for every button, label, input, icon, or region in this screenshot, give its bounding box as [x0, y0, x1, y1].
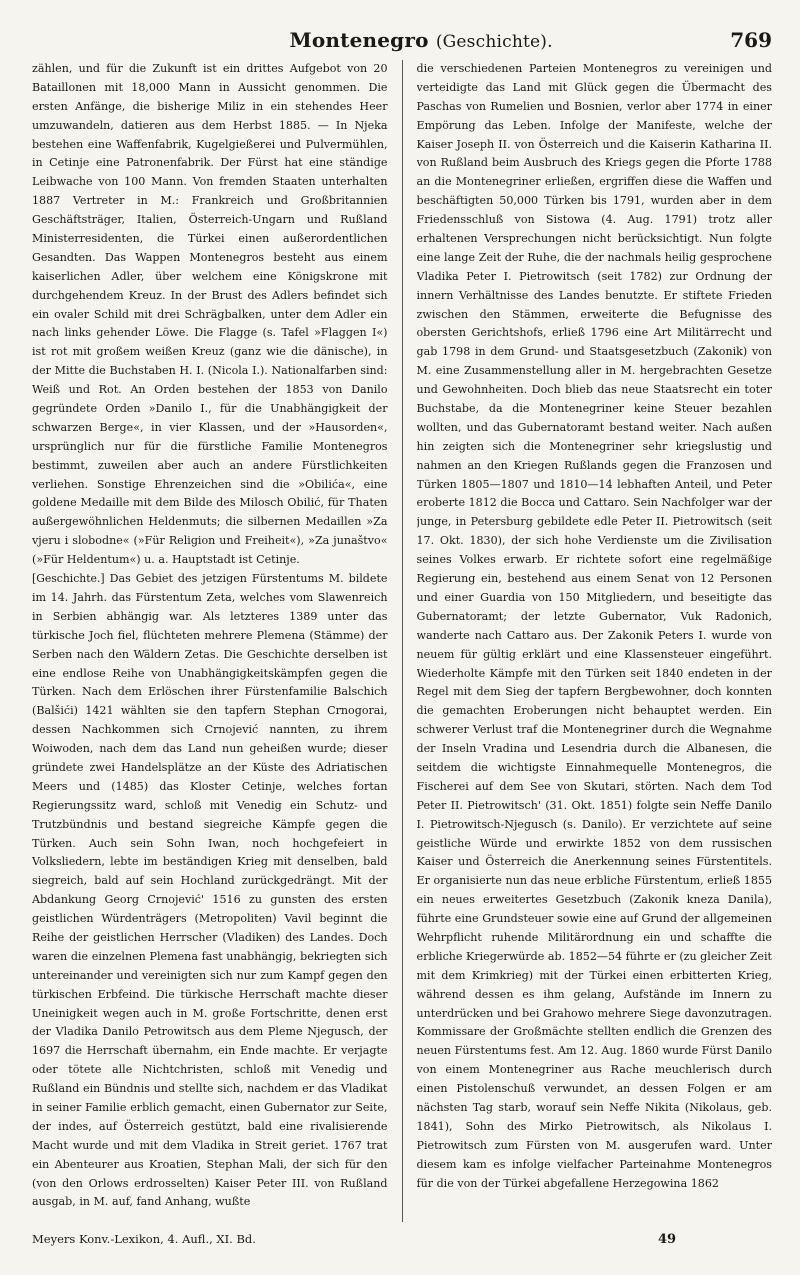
paragraph-history-text: Das Gebiet des jetzigen Fürstentums M. bildete im 14. Jahrh. das Fürstentum Zeta, welches vom Slawenreich in Serbien abhängig war. Als letzteres 1389 unter das türkische Joch fiel, flüchteten mehrere Plemena (Stämme) der Serben nach den Wäldern Zetas. Die Geschichte derselben ist eine endlose Reihe von Unabhängigkeitskämpfen gegen die Türken. Nach dem Erlöschen ihrer Fürstenfamilie Balschich (Balšići) 1421 wählten sie den tapfern Stephan Crnogorai, dessen Nachkommen sich Crnojević nannten, zu ihrem Woiwoden, nach dem das Land nun geheißen wurde; dieser gründete zwei Handelsplätze an der Küste des Adriatischen Meers und (1485) das Kloster Cetinje, welches fortan Regierungssitz ward, schloß mit Venedig ein Schutz- und Trutzbündnis und bestand siegreiche Kämpfe gegen die Türken. Auch sein Sohn Iwan, noch hochgefeiert in Volksliedern, lebte im beständigen Krieg mit denselben, bald siegreich, bald auf sein Hochland zurückgedrängt. Mit der Abdankung Georg Crnojević' 1516 zu gunsten des ersten geistlichen Würdenträgers (Metropoliten) Vavil beginnt die Reihe der geistlichen Herrscher (Vladiken) des Landes. Doch waren die einzelnen Plemena fast unabhängig, bekriegten sich untereinander und vereinigten sich nur zum Kampf gegen den türkischen Erbfeind. Die türkische Herrschaft machte dieser Uneinigkeit wegen auch in M. große Fortschritte, denen erst der Vladika Danilo Petrowitsch aus dem Pleme Njegusch, der 1697 die Herrschaft übernahm, ein Ende machte. Er verjagte oder tötete alle Nichtchristen, schloß mit Venedig und Rußland ein Bündnis und stellte sich, nachdem er das Vladikat in seiner Familie erblich gemacht, einen Gubernator zur Seite, der indes, auf Österreich gestützt, bald eine rivalisierende Macht wurde und mit dem Vladika in Streit geriet. 1767 trat ein Abenteurer aus Kroatien, Stephan Mali, der sich für den (von den Orlows erdrosselten) Kaiser Peter III. von Rußland ausgab, in M. auf, fand Anhang, wußte — [32, 572, 388, 1209]
page-footer — [32, 1232, 772, 1256]
running-title — [290, 28, 553, 52]
right-column — [417, 60, 773, 1222]
page-number: 769 — [730, 28, 772, 52]
column-divider — [402, 60, 403, 1222]
left-column — [32, 60, 388, 1222]
section-tag: [Geschichte.] — [32, 572, 105, 586]
running-title-main: Montenegro — [289, 28, 429, 52]
text-columns — [32, 60, 772, 1222]
paragraph-history-continued: die verschiedenen Parteien Montenegros zu vereinigen und verteidigte das Land mit Glück gegen die Übermacht des Paschas von Rumelien und Bosnien, verlor aber 1774 in einer Empörung das Leben. Infolge der Manifeste, welche der Kaiser Joseph II. von Österreich und die Kaiserin Katharina II. von Rußland beim Ausbruch des Kriegs gegen die Pforte 1788 an die Montenegriner erließen, ergriffen diese die Waffen und beschäftigten 50,000 Türken bis 1791, wurden aber in dem Friedensschluß von Sistowa (4. Aug. 1791) trotz aller erhaltenen Versprechungen nicht berücksichtigt. Nun folgte eine lange Zeit der Ruhe, die der nachmals heilig gesprochene Vladika Peter I. Pietrowitsch (seit 1782) zur Ordnung der innern Verhältnisse des Landes benutzte. Er stiftete Frieden zwischen den Stämmen, erweiterte die Befugnisse des obersten Gerichtshofs, erließ 1796 eine Art Militärrecht und gab 1798 in dem Grund- und Staatsgesetzbuch (Zakonik) von M. eine Zusammenstellung aller in M. hergebrachten Gesetze und Gewohnheiten. Doch blieb das neue Staatsrecht ein toter Buchstabe, da die Montenegriner keine Steuer bezahlen wollten, und das Gubernatoramt bestand weiter. Nach außen hin zeigten sich die Montenegriner sehr kriegslustig und nahmen an den Kriegen Rußlands gegen die Franzosen und Türken 1805—1807 und 1810—14 lebhaften Anteil, und Peter eroberte 1812 die Bocca und Cattaro. Sein Nachfolger war der junge, in Petersburg gebildete edle Peter II. Pietrowitsch (seit 17. Okt. 1830), der sich hohe Verdienste um die Zivilisation seines Volkes erwarb. Er richtete sofort eine regelmäßige Regierung ein, bestehend aus einem Senat von 12 Personen und einer Guardia von 150 Mitgliedern, und beseitigte das Gubernatoramt; der letzte Gubernator, Vuk Radonich, wanderte nach Cattaro aus. Der Zakonik Peters I. wurde von neuem für gültig erklärt und eine Klassensteuer eingeführt. Wiederholte Kämpfe mit den Türken seit 1840 endeten in der Regel mit dem Sieg der tapfern Bergbewohner, doch konnten die gemachten Eroberungen nicht behauptet werden. Ein schwerer Verlust traf die Montenegriner durch die Wegnahme der Inseln Vradina und Lesendria durch die Albanesen, die seitdem die wichtigste Einnahmequelle Montenegros, die Fischerei auf dem See von Skutari, störten. Nach dem Tod Peter II. Pietrowitsch' (31. Okt. 1851) folgte sein Neffe Danilo I. Pietrowitsch-Njegusch (s. Danilo). Er verzichtete auf seine geistliche Würde und erwirkte 1852 von dem russischen Kaiser und Österreich die Anerkennung seines Fürstentitels. Er organisierte nun das neue erbliche Fürstentum, erließ 1855 ein neues erweitertes Gesetzbuch (Zakonik kneza Danila), führte eine Grundsteuer sowie eine auf Grund der allgemeinen Wehrpflicht ruhende Militärordnung ein und schaffte die erbliche Kriegerwürde ab. 1852—54 führte er (zu gleicher Zeit mit dem Krimkrieg) mit der Türkei einen erbitterten Krieg, während dessen es ihm gelang, Aufstände im Innern zu unterdrücken und bei Grahowo mehrere Siege davonzutragen. Kommissare der Großmächte stellten endlich die Grenzen des neuen Fürstentums fest. Am 12. Aug. 1860 wurde Fürst Danilo von einem Montenegriner aus Rache meuchlerisch durch einen Pistolenschuß verwundet, an dessen Folgen er am nächsten Tag starb, worauf sein Neffe Nikita (Nikolaus, geb. 1841), Sohn des Mirko Pietrowitsch, als Nikolaus I. Pietrowitsch zum Fürsten von M. ausgerufen ward. Unter diesem kam es infolge vielfacher Parteinahme Montenegros für die von der Türkei abgefallene Herzegowina 1862 — [416, 62, 772, 1190]
paragraph-military-state: zählen, und für die Zukunft ist ein drittes Aufgebot von 20 Bataillonen mit 18,000 Mann in Aussicht genommen. Die ersten Anfänge, die bisherige Miliz in ein stehendes Heer umzuwandeln, datieren aus dem Herbst 1885. — In Njeka bestehen eine Waffenfabrik, Kugelgießerei und Pulvermühlen, in Cetinje eine Patronenfabrik. Der Fürst hat eine ständige Leibwache von 100 Mann. Von fremden Staaten unterhalten 1887 Vertreter in M.: Frankreich und Großbritannien Geschäftsträger, Italien, Österreich-Ungarn und Rußland Ministerresidenten, die Türkei einen außerordentlichen Gesandten. Das Wappen Montenegros besteht aus einem kaiserlichen Adler, über welchem eine Königskrone mit durchgehendem Kreuz. In der Brust des Adlers befindet sich ein ovaler Schild mit drei Schrägbalken, unter dem Adler ein nach links gehender Löwe. Die Flagge (s. Tafel »Flaggen I«) ist rot mit großem weißen Kreuz (ganz wie die dänische), in der Mitte die Buchstaben H. I. (Nicola I.). Nationalfarben sind: Weiß und Rot. An Orden bestehen der 1853 von Danilo gegründete Orden »Danilo I., für die Unabhängigkeit der schwarzen Berge«, in vier Klassen, und der »Hausorden«, ursprünglich nur für die fürstliche Familie Montenegros bestimmt, zuweilen aber auch an andere Fürstlichkeiten verliehen. Sonstige Ehrenzeichen sind die »Obilića«, eine goldene Medaille mit dem Bilde des Milosch Obilić, für Thaten außergewöhnlichen Heldenmuts; die silbernen Medaillen »Za vjeru i slobodne« (»Für Religion und Freiheit«), »Za junaštvo« (»Für Heldentum«) u. a. Hauptstadt ist Cetinje. — [32, 62, 388, 567]
footer-imprint: Meyers Konv.-Lexikon, 4. Aufl., XI. Bd. — [32, 1232, 256, 1246]
running-title-sub: (Geschichte). — [435, 32, 553, 52]
page-header — [32, 28, 772, 58]
footer-signature: 49 — [658, 1232, 677, 1247]
paragraph-history — [32, 570, 388, 1212]
